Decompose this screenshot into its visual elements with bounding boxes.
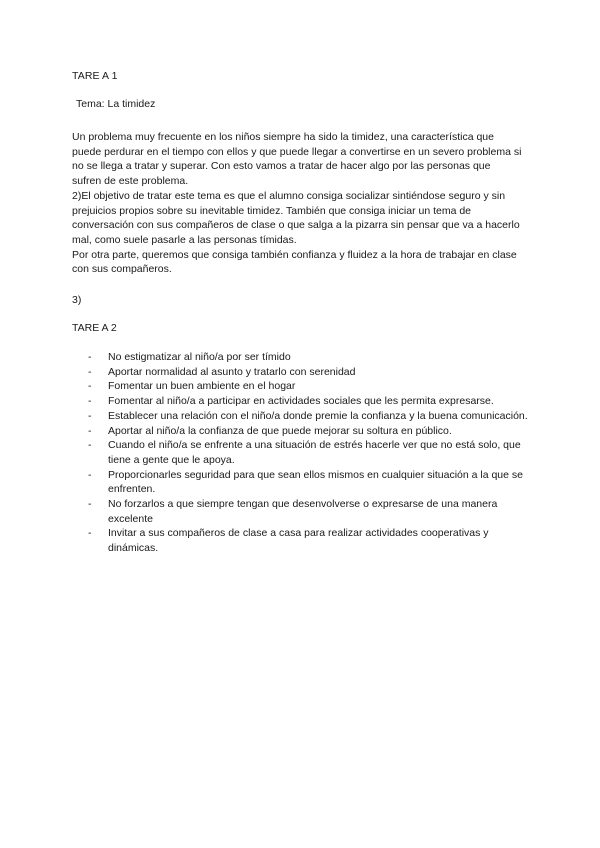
list-item-text: Aportar al niño/a la confianza de que puede mejorar su soltura en público. bbox=[108, 424, 452, 437]
list-item bbox=[88, 394, 538, 409]
list-item bbox=[88, 438, 538, 467]
list-item-text: Cuando el niño/a se enfrente a una situación de estrés hacerle ver que no está solo, que tiene a gente que le apoya. bbox=[108, 439, 521, 466]
paragraph-confidence: Por otra parte, queremos que consiga también confianza y fluidez a la hora de trabajar en clase con sus compañeros. bbox=[72, 248, 517, 276]
dash-bullet: - bbox=[88, 395, 92, 408]
dash-bullet: - bbox=[88, 468, 92, 481]
dash-bullet: - bbox=[88, 409, 92, 422]
list-item bbox=[88, 409, 538, 424]
paragraph-intro: Un problema muy frecuente en los niños siempre ha sido la timidez, una característica que puede perdurar en el tiempo con ellos y que puede llegar a convertirse en un severo problema si no se llega a tratar y superar. Con esto vamos a tratar de hacer algo por las personas que sufren de este problema. bbox=[72, 131, 522, 188]
dash-bullet: - bbox=[88, 439, 92, 452]
list-item-text: Aportar normalidad al asunto y tratarlo con serenidad bbox=[108, 365, 356, 378]
list-item-text: Fomentar un buen ambiente en el hogar bbox=[108, 380, 296, 393]
list-item-text: Establecer una relación con el niño/a donde premie la confianza y la buena comunicación. bbox=[108, 409, 528, 422]
list-item-text: Proporcionarles seguridad para que sean ellos mismos en cualquier situación a la que se enfrenten. bbox=[108, 468, 523, 496]
list-item-text: No forzarlos a que siempre tengan que desenvolverse o expresarse de una manera excelente bbox=[108, 498, 498, 525]
list-item bbox=[88, 365, 538, 380]
list-item bbox=[88, 379, 538, 394]
dash-bullet: - bbox=[88, 498, 92, 511]
dash-bullet: - bbox=[88, 424, 92, 437]
tarea1-body bbox=[72, 130, 522, 277]
section-3-label: 3) bbox=[72, 294, 82, 306]
list-item-text: Fomentar al niño/a a participar en actividades sociales que les permita expresarse. bbox=[108, 395, 494, 408]
tarea2-list bbox=[88, 350, 538, 556]
list-item bbox=[88, 526, 538, 555]
tarea1-heading: TARE A 1 bbox=[72, 70, 118, 82]
dash-bullet: - bbox=[88, 365, 92, 378]
dash-bullet: - bbox=[88, 380, 92, 393]
tarea2-heading: TARE A 2 bbox=[72, 322, 117, 334]
list-item-text: Invitar a sus compañeros de clase a casa para realizar actividades cooperativas y dinámicas. bbox=[108, 527, 489, 555]
list-item bbox=[88, 468, 538, 497]
paragraph-objective: 2)El objetivo de tratar este tema es que el alumno consiga socializar sintiéndose seguro y sin prejuicios propios sobre su inevitable timidez. También que consiga iniciar un tema de conversación con sus compañeros de clase o que salga a la pizarra sin pensar que va a hacerlo mal, como suele pasarle a las personas tímidas. bbox=[72, 189, 520, 246]
tema-line: Tema: La timidez bbox=[76, 98, 156, 110]
list-item bbox=[88, 424, 538, 439]
list-item bbox=[88, 350, 538, 365]
list-item bbox=[88, 497, 538, 526]
list-item-text: No estigmatizar al niño/a por ser tímido bbox=[108, 351, 291, 363]
dash-bullet: - bbox=[88, 527, 92, 540]
dash-bullet: - bbox=[88, 351, 92, 363]
